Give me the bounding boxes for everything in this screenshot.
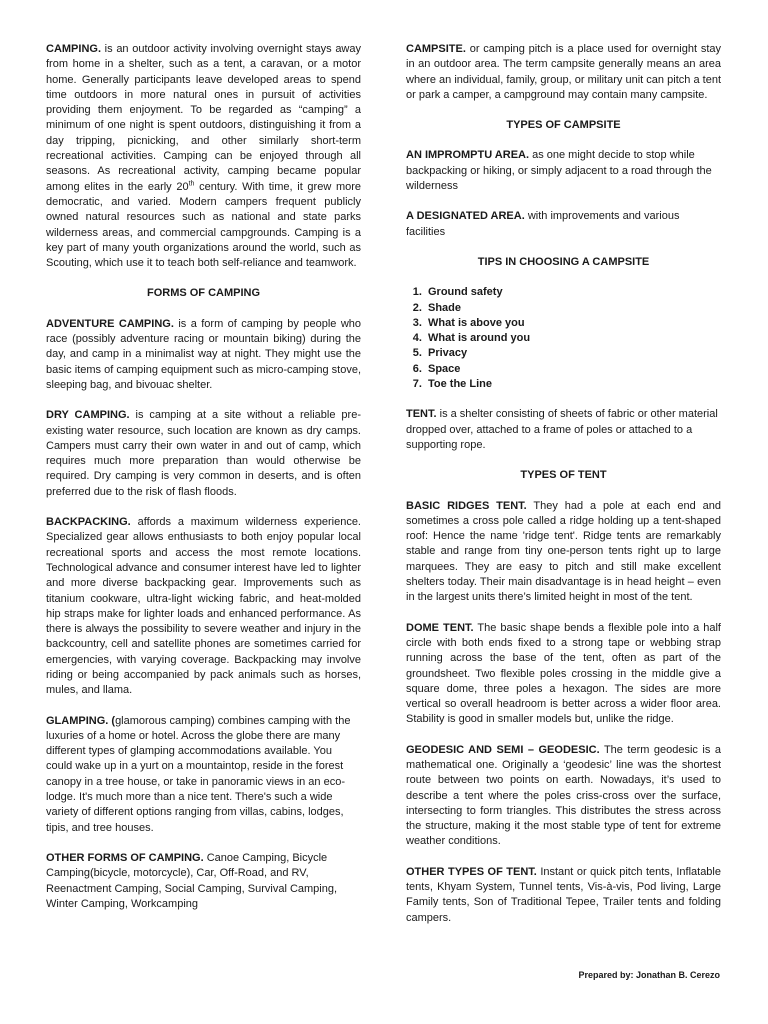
other-tent-text: Instant or quick pitch tents, Inflatable tents, Khyam System, Tunnel tents, Vis-à-vis, Pod living, Large Family tents, Son of Traditional Tepee, Trailer tents and folding campers. <box>406 865 721 924</box>
tips-heading: TIPS IN CHOOSING A CAMPSITE <box>477 255 650 268</box>
tip-item: 3. What is above you <box>425 316 721 331</box>
other-tent-term: OTHER TYPES OF TENT. <box>406 865 537 878</box>
dry-text: is camping at a site without a reliable pre-existing water resource, such location are known as dry camps. Campers must carry their own water in and out of camp, which requires much more preparation than would otherwise be required. Dry camping is very common in deserts, and is often preferred due to the risk of flash floods. <box>46 409 361 498</box>
camping-paragraph <box>46 42 361 271</box>
camping-text-b: century. With time, it grew more democratic, and varied. Modern campers frequent publicly owned natural resources such as national and state parks wilderness areas, and commercial campgrounds. Camping is a key part of many youth organizations around the world, such as Scouting, which use it to teach both self-reliance and teamwork. <box>46 180 362 270</box>
tent-term: TENT. <box>406 408 437 421</box>
designated-paragraph <box>406 209 721 240</box>
other-forms-term: OTHER FORMS OF CAMPING. <box>46 851 204 864</box>
glamping-term: GLAMPING. ( <box>46 714 116 727</box>
campsite-paragraph <box>406 42 721 103</box>
tip-item: 5. Privacy <box>425 346 721 361</box>
geodesic-term: GEODESIC AND SEMI – GEODESIC. <box>406 743 600 756</box>
backpacking-term: BACKPACKING. <box>46 516 131 529</box>
backpacking-paragraph <box>46 515 361 699</box>
basic-ridges-paragraph <box>406 499 721 606</box>
other-forms-text: Canoe Camping, Bicycle Camping(bicycle, motorcycle), Car, Off-Road, and RV, Reenactment Camping, Social Camping, Survival Camping, Winter Camping, Workcamping <box>46 851 338 910</box>
campsite-term: CAMPSITE. <box>406 43 466 55</box>
geodesic-text: The term geodesic is a mathematical one. Originally a ‘geodesic’ line was the shortest route between two points on earth. Nowadays, it’s used to describe a tent where the poles criss-cross over the surface, intersecting to form triangles. This distributes the stress across the structure, making it the most stable type of tent for extreme weather conditions. <box>406 743 721 848</box>
superscript-th: th <box>188 180 195 188</box>
dry-paragraph <box>46 408 361 500</box>
glamping-text: glamorous camping) combines camping with the luxuries of a home or hotel. Across the globe there are many different types of glamping accommodations available. You could wake up in a yurt on a mountaintop, reside in the forest canopy in a tree house, or take in panoramic views in an eco-lodge. It's much more than a nice tent. There's such a wide variety of different options ranging from villas, cabins, lodges, tipis, and tree houses. <box>46 714 351 834</box>
camping-term: CAMPING. <box>46 43 101 55</box>
basic-ridges-term: BASIC RIDGES TENT. <box>406 499 527 512</box>
designated-term: A DESIGNATED AREA. <box>406 210 525 223</box>
impromptu-paragraph <box>406 148 721 194</box>
impromptu-term: AN IMPROMPTU AREA. <box>406 149 530 162</box>
types-tent-heading: TYPES OF TENT <box>520 469 607 482</box>
geodesic-paragraph <box>406 743 721 850</box>
tip-item: 6. Space <box>425 362 721 377</box>
tip-item: 7. Toe the Line <box>425 377 721 392</box>
impromptu-text: as one might decide to stop while backpacking or hiking, or simply adjacent to a road through the wilderness <box>406 149 712 193</box>
camping-text-a: is an outdoor activity involving overnight stays away from home in a shelter, such as a tent, a caravan, or a motor home. Generally participants leave developed areas to spend time outdoors in more natural ones in pursuit of activities providing them enjoyment. To be regarded as “camping” a minimum of one night is spent outdoors, distinguishing it from a day tripping, picnicking, and other similarly short-term recreational activities. Camping can be enjoyed through all seasons. As recreational activity, camping became popular among elites in the early 20 <box>46 43 361 193</box>
designated-text: with improvements and various facilities <box>406 210 680 238</box>
dome-paragraph <box>406 621 721 728</box>
campsite-text: or camping pitch is a place used for overnight stay in an outdoor area. The term campsite generally means an area where an individual, family, group, or military unit can pitch a tent or park a camper, a campground may contain many campsite. <box>406 43 721 101</box>
tent-text: is a shelter consisting of sheets of fabric or other material dropped over, attached to a frame of poles or attached to a supporting rope. <box>406 408 718 451</box>
tips-list <box>406 285 721 392</box>
dome-term: DOME TENT. <box>406 621 474 634</box>
adventure-text: is a form of camping by people who race (possibly adventure racing or mountain biking) during the day, and camp in a minimalist way at night. They might use the basic items of camping equipment such as micro-camping stove, sleeping bag, and bivouac shelter. <box>46 317 361 391</box>
tip-item: 2. Shade <box>425 301 721 316</box>
other-tent-paragraph <box>406 865 721 926</box>
types-campsite-heading: TYPES OF CAMPSITE <box>506 119 621 132</box>
adventure-paragraph <box>46 317 361 393</box>
prepared-by-footer: Prepared by: Jonathan B. Cerezo <box>578 970 720 980</box>
adventure-term: ADVENTURE CAMPING. <box>46 317 174 330</box>
tent-paragraph <box>406 407 721 453</box>
tip-item: 4. What is around you <box>425 331 721 346</box>
left-column <box>46 42 361 927</box>
backpacking-text: affords a maximum wilderness experience. Specialized gear allows enthusiasts to both enjoy popular local recreational sports and access the most remote locations. Technological advance and consumer interest have led to lighter and more diverse backpacking gear. Improvements such as titanium cookware, ultra-light wicking fabric, and heat-molded hip straps make for lighter loads and enhanced performance. As there is always the possibility to severe weather and injury in the backcountry, cell and satellite phones are sometimes carried for emergencies, with varying coverage. Backpacking may involve riding or being accompanied by pack animals such as horses, mules, and llama. <box>46 516 361 697</box>
dome-text: The basic shape bends a flexible pole into a half circle with both ends fixed to a strong tape or webbing strap running across the base of the tent, often as part of the groundsheet. Two flexible poles crossing in the middle give a square dome, three poles a hexagon. The sides are more vertical so overall headroom is better across a wider floor area. Stability is good in smaller models but, unlike the ridge. <box>406 621 721 726</box>
other-forms-paragraph <box>46 851 361 912</box>
glamping-paragraph <box>46 714 361 836</box>
tip-item: 1. Ground safety <box>425 285 721 300</box>
right-column <box>406 42 721 941</box>
forms-heading: FORMS OF CAMPING <box>146 287 261 300</box>
basic-ridges-text: They had a pole at each end and sometimes a cross pole called a ridge holding up a tent-shaped roof: Hence the name 'ridge tent'. Ridge tents are remarkably stable and range from tiny one-person tents right up to large marquees. They are easy to pitch and still make excellent shelters today. Their main disadvantage is in head height – even in the largest units there’s limited height in most of the tent. <box>406 499 721 604</box>
dry-term: DRY CAMPING. <box>46 409 130 422</box>
